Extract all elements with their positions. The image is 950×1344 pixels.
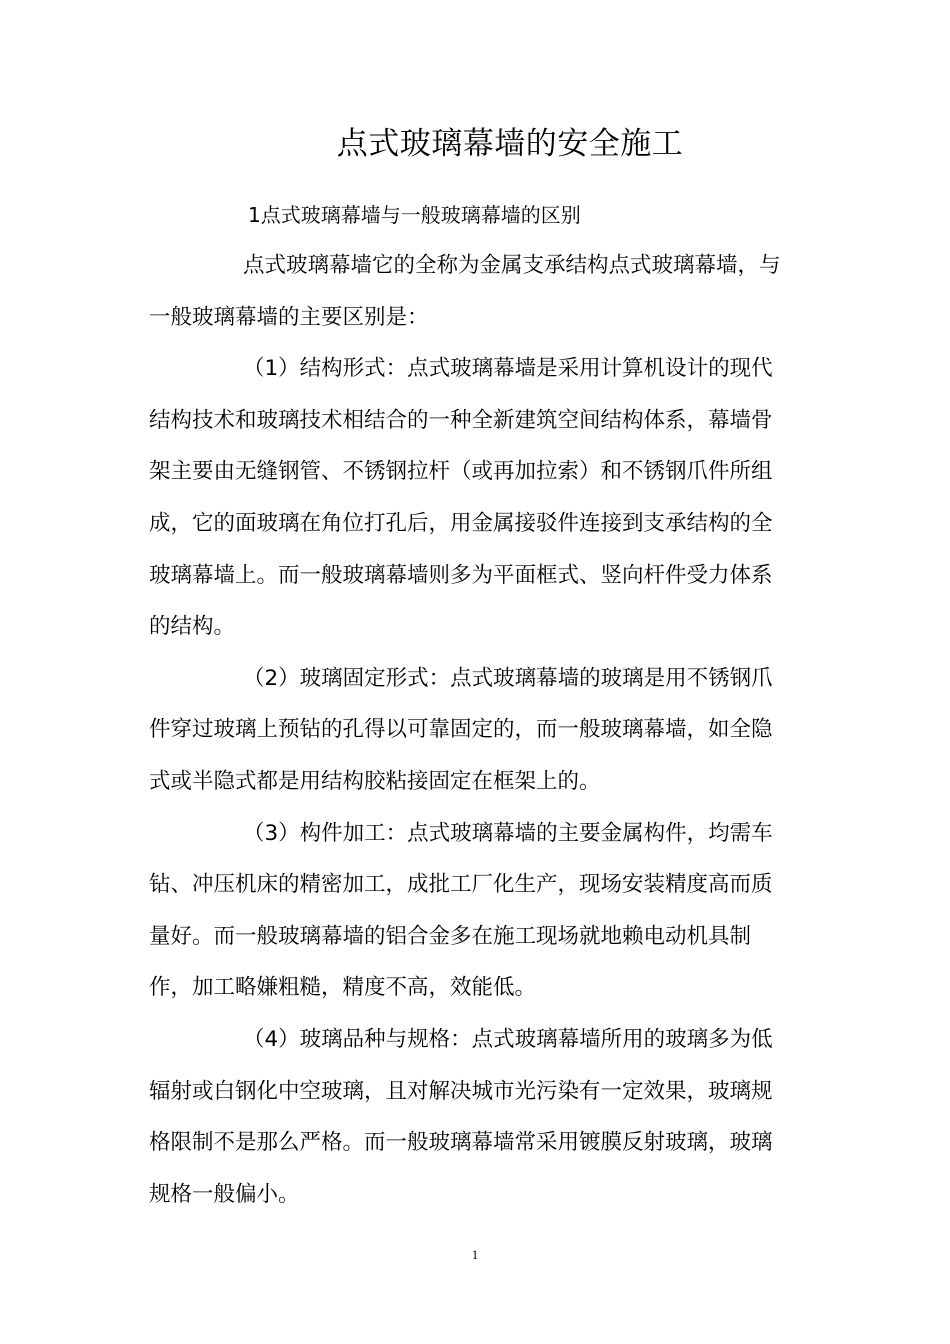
paragraph (149, 808, 801, 1014)
paragraph-line: 架主要由无缝钢管、不锈钢拉杆（或再加拉索）和不锈钢爪件所组 (149, 459, 773, 485)
paragraph (149, 343, 801, 653)
paragraph-line: （3）构件加工：点式玻璃幕墙的主要金属构件，均需车 (243, 820, 773, 846)
paragraph-line: 件穿过玻璃上预钻的孔得以可靠固定的，而一般玻璃幕墙，如全隐 (149, 717, 773, 743)
document-title: 点式玻璃幕墙的安全施工 (336, 126, 684, 162)
paragraph-line: 玻璃幕墙上。而一般玻璃幕墙则多为平面框式、竖向杆件受力体系 (149, 562, 773, 588)
paragraph-line: 点式玻璃幕墙它的全称为金属支承结构点式玻璃幕墙，与 (243, 253, 781, 278)
paragraph-line: （2）玻璃固定形式：点式玻璃幕墙的玻璃是用不锈钢爪 (243, 665, 773, 691)
paragraph (149, 653, 801, 808)
page-number: 1 (471, 1247, 479, 1262)
section-heading: 1点式玻璃幕墙与一般玻璃幕墙的区别 (248, 203, 581, 227)
paragraph-line: （1）结构形式：点式玻璃幕墙是采用计算机设计的现代 (243, 356, 773, 382)
paragraph-line: 结构技术和玻璃技术相结合的一种全新建筑空间结构体系，幕墙骨 (149, 407, 773, 433)
paragraph-line: 的结构。 (149, 614, 236, 640)
paragraph-line: 格限制不是那么严格。而一般玻璃幕墙常采用镀膜反射玻璃，玻璃 (149, 1130, 773, 1156)
paragraph-line: 辐射或白钢化中空玻璃，且对解决城市光污染有一定效果，玻璃规 (149, 1078, 773, 1104)
paragraph-line: 作，加工略嫌粗糙，精度不高，效能低。 (149, 975, 537, 1001)
paragraph-line: 钻、冲压机床的精密加工，成批工厂化生产，现场安装精度高而质 (149, 872, 773, 898)
body-text (149, 240, 801, 1220)
paragraph-line: 规格一般偏小。 (149, 1181, 300, 1207)
paragraph-line: 一般玻璃幕墙的主要区别是： (149, 304, 429, 330)
paragraph-line: 量好。而一般玻璃幕墙的铝合金多在施工现场就地赖电动机具制 (149, 923, 752, 949)
paragraph (149, 1014, 801, 1220)
paragraph-line: （4）玻璃品种与规格：点式玻璃幕墙所用的玻璃多为低 (243, 1026, 773, 1052)
paragraph (149, 240, 801, 343)
paragraph-line: 式或半隐式都是用结构胶粘接固定在框架上的。 (149, 768, 601, 794)
paragraph-line: 成，它的面玻璃在角位打孔后，用金属接驳件连接到支承结构的全 (149, 510, 773, 536)
